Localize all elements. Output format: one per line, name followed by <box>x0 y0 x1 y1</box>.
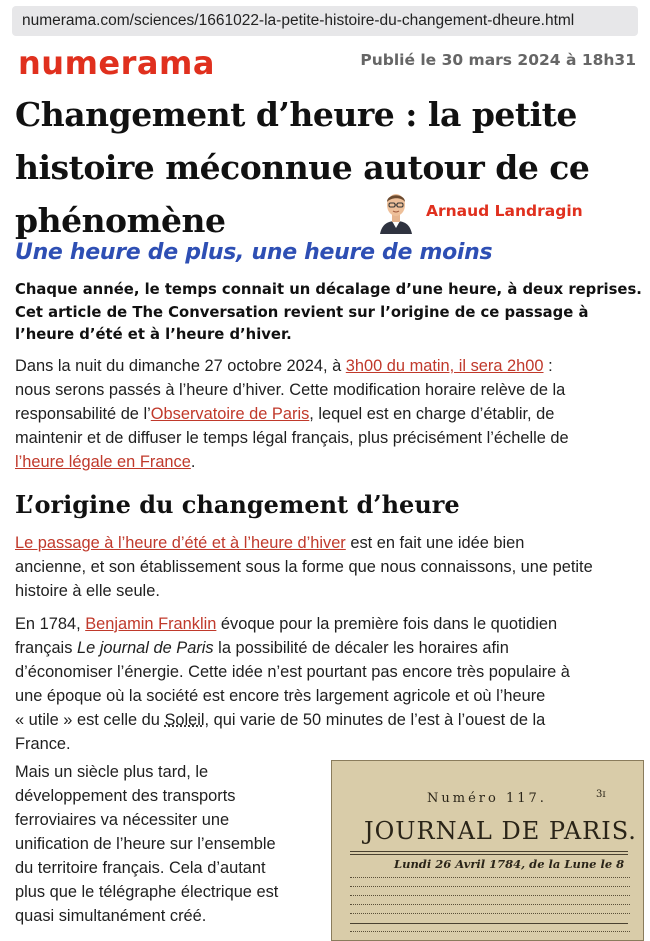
newspaper-text-line <box>350 891 630 896</box>
text-line: France. <box>15 735 71 753</box>
link-3h00[interactable]: 3h00 du matin, il sera 2h00 <box>345 357 544 375</box>
lead-line: Chaque année, le temps connait un décalage d’une heure, à deux reprises. <box>15 281 642 298</box>
newspaper-name: Le journal de Paris <box>76 639 214 657</box>
divider <box>350 851 628 852</box>
newspaper-text-line <box>350 927 630 932</box>
text: la possibilité de décaler les horaires afin <box>213 639 509 657</box>
headline-line: histoire méconnue autour de ce <box>15 148 590 187</box>
url-text: numerama.com/sciences/1661022-la-petite-histoire-du-changement-dheure.html <box>22 12 575 29</box>
text-line: unification de l’heure sur l’ensemble <box>15 835 276 853</box>
lead-line: l’heure d’été et à l’heure d’hiver. <box>15 326 292 343</box>
text: : <box>543 357 553 375</box>
text-line: ancienne, et son établissement sous la forme que nous connaissons, une petite <box>15 558 593 576</box>
text: , qui varie de 50 minutes de l’est à l’ouest de la <box>204 711 546 729</box>
author-block[interactable] <box>378 185 583 237</box>
paragraph-3 <box>15 612 643 756</box>
text-line: Mais un siècle plus tard, le <box>15 763 209 781</box>
site-logo[interactable]: numerama <box>18 44 215 82</box>
text-line: d’économiser l’énergie. Cette idée n’est pourtant pas encore très populaire à <box>15 663 570 681</box>
text-line: quasi simultanément créé. <box>15 907 207 925</box>
link-heure-legale[interactable]: l’heure légale en France <box>15 453 191 471</box>
text: « utile » est celle du <box>15 711 165 729</box>
link-passage-heure[interactable]: Le passage à l’heure d’été et à l’heure d’hiver <box>15 534 346 552</box>
paragraph-2 <box>15 531 643 603</box>
text-line: du territoire français. Cela d’autant <box>15 859 266 877</box>
section-heading: L’origine du changement d’heure <box>15 490 460 519</box>
paragraph-1 <box>15 354 643 474</box>
url-bar[interactable] <box>12 6 638 36</box>
headline-line: Changement d’heure : la petite <box>15 95 577 134</box>
text-line: histoire à elle seule. <box>15 582 160 600</box>
author-name[interactable]: Arnaud Landragin <box>426 202 583 220</box>
text-line: ferroviaires va nécessiter une <box>15 811 230 829</box>
text-line: nous serons passés à l’heure d’hiver. Cette modification horaire relève de la <box>15 381 566 399</box>
newspaper-corner-mark: 3ɪ <box>596 789 606 800</box>
newspaper-date: Lundi 26 Avril 1784, de la Lune le 8 <box>394 857 625 871</box>
article-subtitle: Une heure de plus, une heure de moins <box>15 240 493 265</box>
text-line: plus que le télégraphe électrique est <box>15 883 279 901</box>
newspaper-text-line <box>350 873 630 878</box>
text: . <box>190 453 196 471</box>
lead-line: Cet article de The Conversation revient sur l’origine de ce passage à <box>15 303 589 321</box>
text-line: maintenir et de diffuser le temps légal français, plus précisément l’échelle de <box>15 429 569 447</box>
text: Dans la nuit du dimanche 27 octobre 2024, à <box>15 357 346 375</box>
text: , lequel est en charge d’établir, de <box>309 405 555 423</box>
divider <box>350 923 628 924</box>
newspaper-text-line <box>350 900 630 905</box>
newspaper-text-line <box>350 909 630 914</box>
headline-line: phénomène <box>15 201 226 240</box>
author-avatar <box>378 188 414 234</box>
newspaper-title: JOURNAL DE PARIS. <box>364 817 637 845</box>
paragraph-4 <box>15 760 320 928</box>
divider <box>350 854 628 855</box>
text-line: développement des transports <box>15 787 236 805</box>
publish-date: Publié le 30 mars 2024 à 18h31 <box>360 51 636 69</box>
glossary-term-soleil[interactable]: Soleil <box>164 711 205 729</box>
journal-de-paris-image[interactable] <box>331 760 644 941</box>
link-observatoire[interactable]: Observatoire de Paris <box>150 405 310 423</box>
text: est en fait une idée bien <box>345 534 525 552</box>
article-lead <box>15 279 640 347</box>
newspaper-number: Numéro 117. <box>427 791 547 806</box>
text: responsabilité de l’ <box>15 405 151 423</box>
link-benjamin-franklin[interactable]: Benjamin Franklin <box>85 615 217 633</box>
text: français <box>15 639 77 657</box>
text-line: une époque où la société est encore très largement agricole et où l’heure <box>15 687 546 705</box>
text: En 1784, <box>15 615 86 633</box>
newspaper-text-line <box>350 882 630 887</box>
text: évoque pour la première fois dans le quotidien <box>216 615 558 633</box>
